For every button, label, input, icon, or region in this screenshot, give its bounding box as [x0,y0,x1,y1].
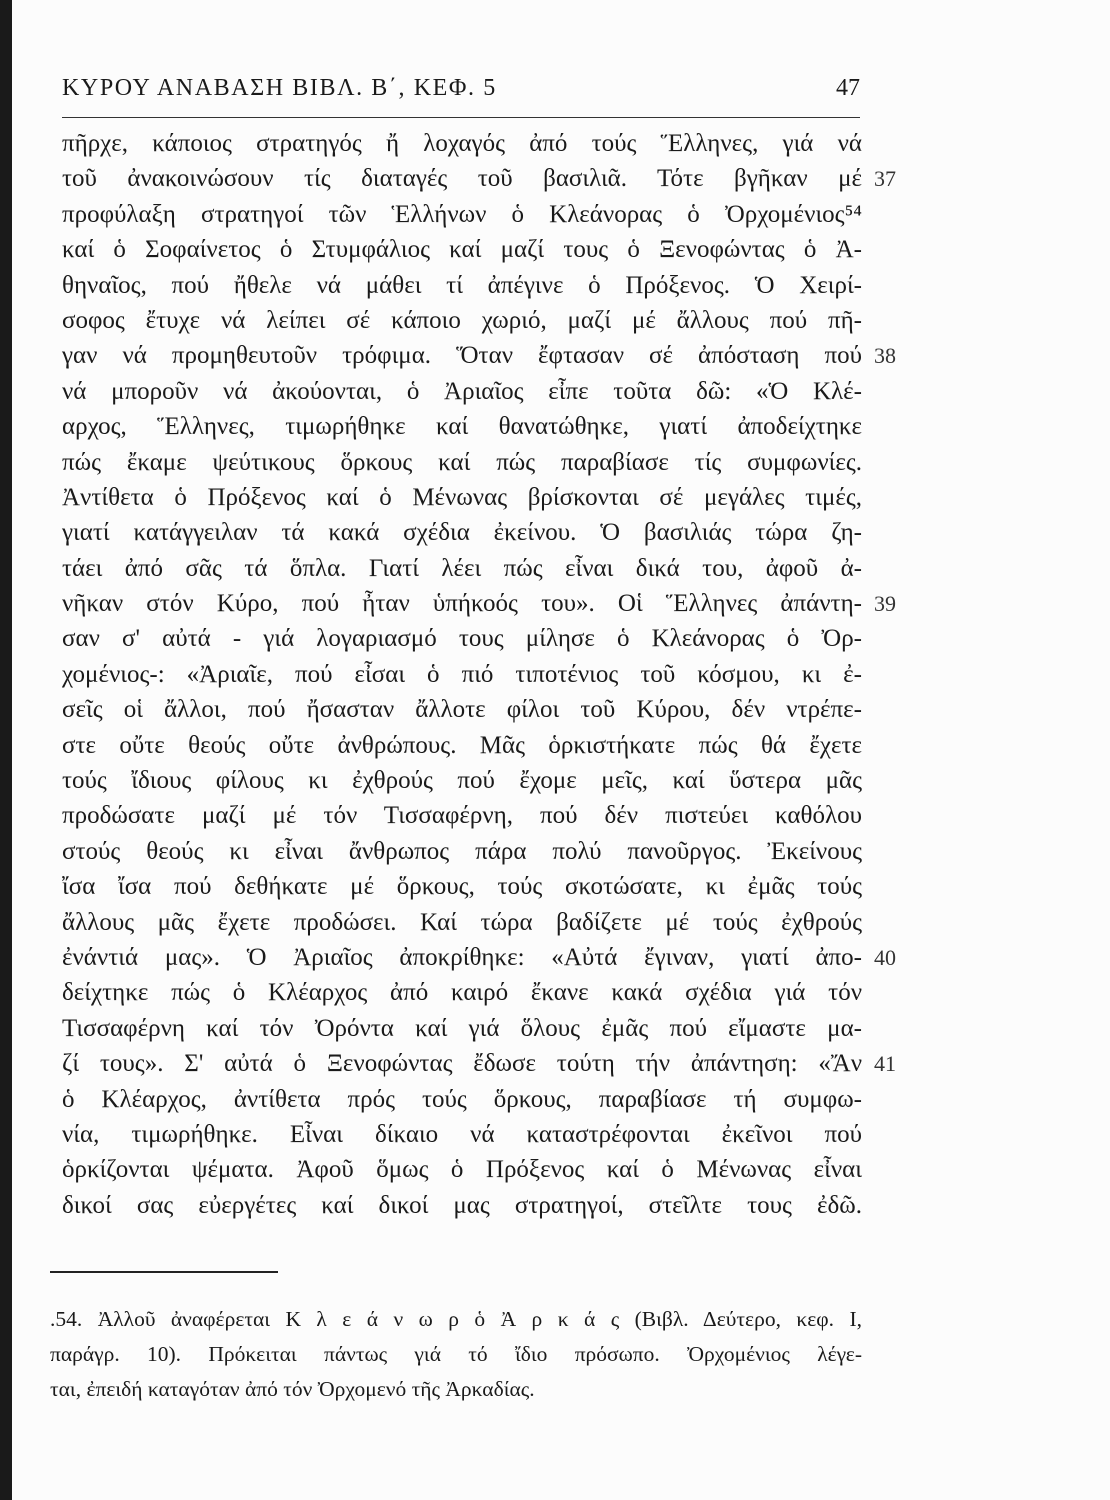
text-line: τούς ἴδιους φίλους κι ἐχθρούς πού ἔχομε μεῖς, καί ὕστερα μᾶς [62,767,862,795]
text-line: καί ὁ Σοφαίνετος ὁ Στυμφάλιος καί μαζί τους ὁ Ξενοφώντας ὁ Ἀ- [62,236,862,264]
text-line: γαν νά προμηθευτοῦν τρόφιμα. Ὅταν ἔφτασαν σέ ἀπόσταση πού 38 [62,338,862,373]
text-line: τάει ἀπό σᾶς τά ὅπλα. Γιατί λέει πώς εἶναι δικά του, ἀφοῦ ἀ- [62,554,862,582]
text-line: Ἀντίθετα ὁ Πρόξενος καί ὁ Μένωνας βρίσκονται σέ μεγάλες τιμές, [62,483,862,511]
text-line: πώς ἔκαμε ψεύτικους ὅρκους καί πώς παραβίασε τίς συμφωνίες. [62,448,862,476]
text-line: σοφος ἔτυχε νά λείπει σέ κάποιο χωριό, μαζί μέ ἄλλους πού πῆ- [62,306,862,334]
section-number: 38 [874,343,896,369]
footnote-rule [50,1271,278,1273]
text-line: ζί τους». Σ' αὐτά ὁ Ξενοφώντας ἔδωσε τούτη τήν ἀπάντηση: «Ἄν 41 [62,1046,862,1081]
text-line: νῆκαν στόν Κύρο, πού ἦταν ὑπήκοός του». Οἱ Ἕλληνες ἀπάντη- 39 [62,586,862,621]
text-line: σεῖς οἱ ἄλλοι, πού ἤσασταν ἄλλοτε φίλοι τοῦ Κύρου, δέν ντρέπε- [62,696,862,724]
page-edge-shadow [0,0,12,1500]
text-line: γιατί κατάγγειλαν τά κακά σχέδια ἐκείνου. Ὁ βασιλιάς τώρα ζη- [62,519,862,547]
text-line: πῆρχε, κάποιος στρατηγός ἤ λοχαγός ἀπό τούς Ἕλληνες, γιά νά [62,130,862,157]
header-rule [62,117,860,118]
text-line: ὁρκίζονται ψέματα. Ἀφοῦ ὅμως ὁ Πρόξενος καί ὁ Μένωνας εἶναι [62,1156,862,1184]
text-line: σαν σ' αὐτά - γιά λογαριασμό τους μίλησε ὁ Κλεάνορας ὁ Ὀρ- [62,625,862,653]
text-line: στούς θεούς κι εἶναι ἄνθρωπος πάρα πολύ πανοῦργος. Ἐκείνους [62,837,862,865]
footnote-line: .54. Ἀλλοῦ ἀναφέρεται Κ λ ε ά ν ω ρ ὁ Ἀ ρ κ ά ς (Βιβλ. Δεύτερο, κεφ. Ι, [50,1307,862,1331]
section-number: 41 [874,1051,896,1077]
text-line: προδώσατε μαζί μέ τόν Τισσαφέρνη, πού δέν πιστεύει καθόλου [62,802,862,830]
footnote-line: ται, ἐπειδή καταγόταν ἀπό τόν Ὀρχομενό τῆς Ἀρκαδίας. [50,1377,535,1401]
text-line: αρχος, Ἕλληνες, τιμωρήθηκε καί θανατώθηκε, γιατί ἀποδείχτηκε [62,413,862,441]
section-number: 40 [874,944,896,970]
text-line: θηναῖος, πού ἤθελε νά μάθει τί ἀπέγινε ὁ Πρόξενος. Ὁ Χειρί- [62,271,862,299]
text-line: ὁ Κλέαρχος, ἀντίθετα πρός τούς ὅρκους, παραβίασε τή συμφω- [62,1085,862,1113]
running-head [62,70,860,110]
body-text [62,126,896,1223]
text-line: δείχτηκε πώς ὁ Κλέαρχος ἀπό καιρό ἔκανε κακά σχέδια γιά τόν [62,979,862,1007]
text-line: ἴσα ἴσα πού δεθήκατε μέ ὅρκους, τούς σκοτώσατε, κι ἐμᾶς τούς [62,873,862,901]
text-line: προφύλαξη στρατηγοί τῶν Ἑλλήνων ὁ Κλεάνορας ὁ Ὀρχομένιος⁵⁴ [62,200,862,228]
text-line: δικοί σας εὐεργέτες καί δικοί μας στρατηγοί, στεῖλτε τους ἐδῶ. [62,1191,862,1219]
text-line: ἐνάντιά μας». Ὁ Ἀριαῖος ἀποκρίθηκε: «Αὐτά ἔγιναν, γιατί ἀπο- 40 [62,940,862,975]
text-line: νία, τιμωρήθηκε. Εἶναι δίκαιο νά καταστρέφονται ἐκεῖνοι πού [62,1120,862,1148]
text-line: νά μποροῦν νά ἀκούονται, ὁ Ἀριαῖος εἶπε τοῦτα δῶ: «Ὁ Κλέ- [62,377,862,405]
text-line: ἄλλους μᾶς ἔχετε προδώσει. Καί τώρα βαδίζετε μέ τούς ἐχθρούς [62,908,862,936]
footnote-line: παράγρ. 10). Πρόκειται πάντως γιά τό ἴδιο πρόσωπο. Ὀρχομένιος λέγε- [50,1342,862,1366]
section-number: 39 [874,591,896,617]
text-line: χομένιος-: «Ἀριαῖε, πού εἶσαι ὁ πιό τιποτένιος τοῦ κόσμου, κι ἐ- [62,660,862,688]
text-line: τοῦ ἀνακοινώσουν τίς διαταγές τοῦ βασιλιᾶ. Τότε βγῆκαν μέ 37 [62,161,862,196]
text-line: στε οὔτε θεούς οὔτε ἀνθρώπους. Μᾶς ὁρκιστήκατε πώς θά ἔχετε [62,731,862,759]
section-number: 37 [874,166,896,192]
page-number: 47 [836,75,860,101]
footnote [50,1302,862,1407]
running-head-title: ΚΥΡΟΥ ΑΝΑΒΑΣΗ ΒΙΒΛ. Β΄, ΚΕΦ. 5 [62,75,497,101]
text-line: Τισσαφέρνη καί τόν Ὀρόντα καί γιά ὅλους ἐμᾶς πού εἴμαστε μα- [62,1014,862,1042]
